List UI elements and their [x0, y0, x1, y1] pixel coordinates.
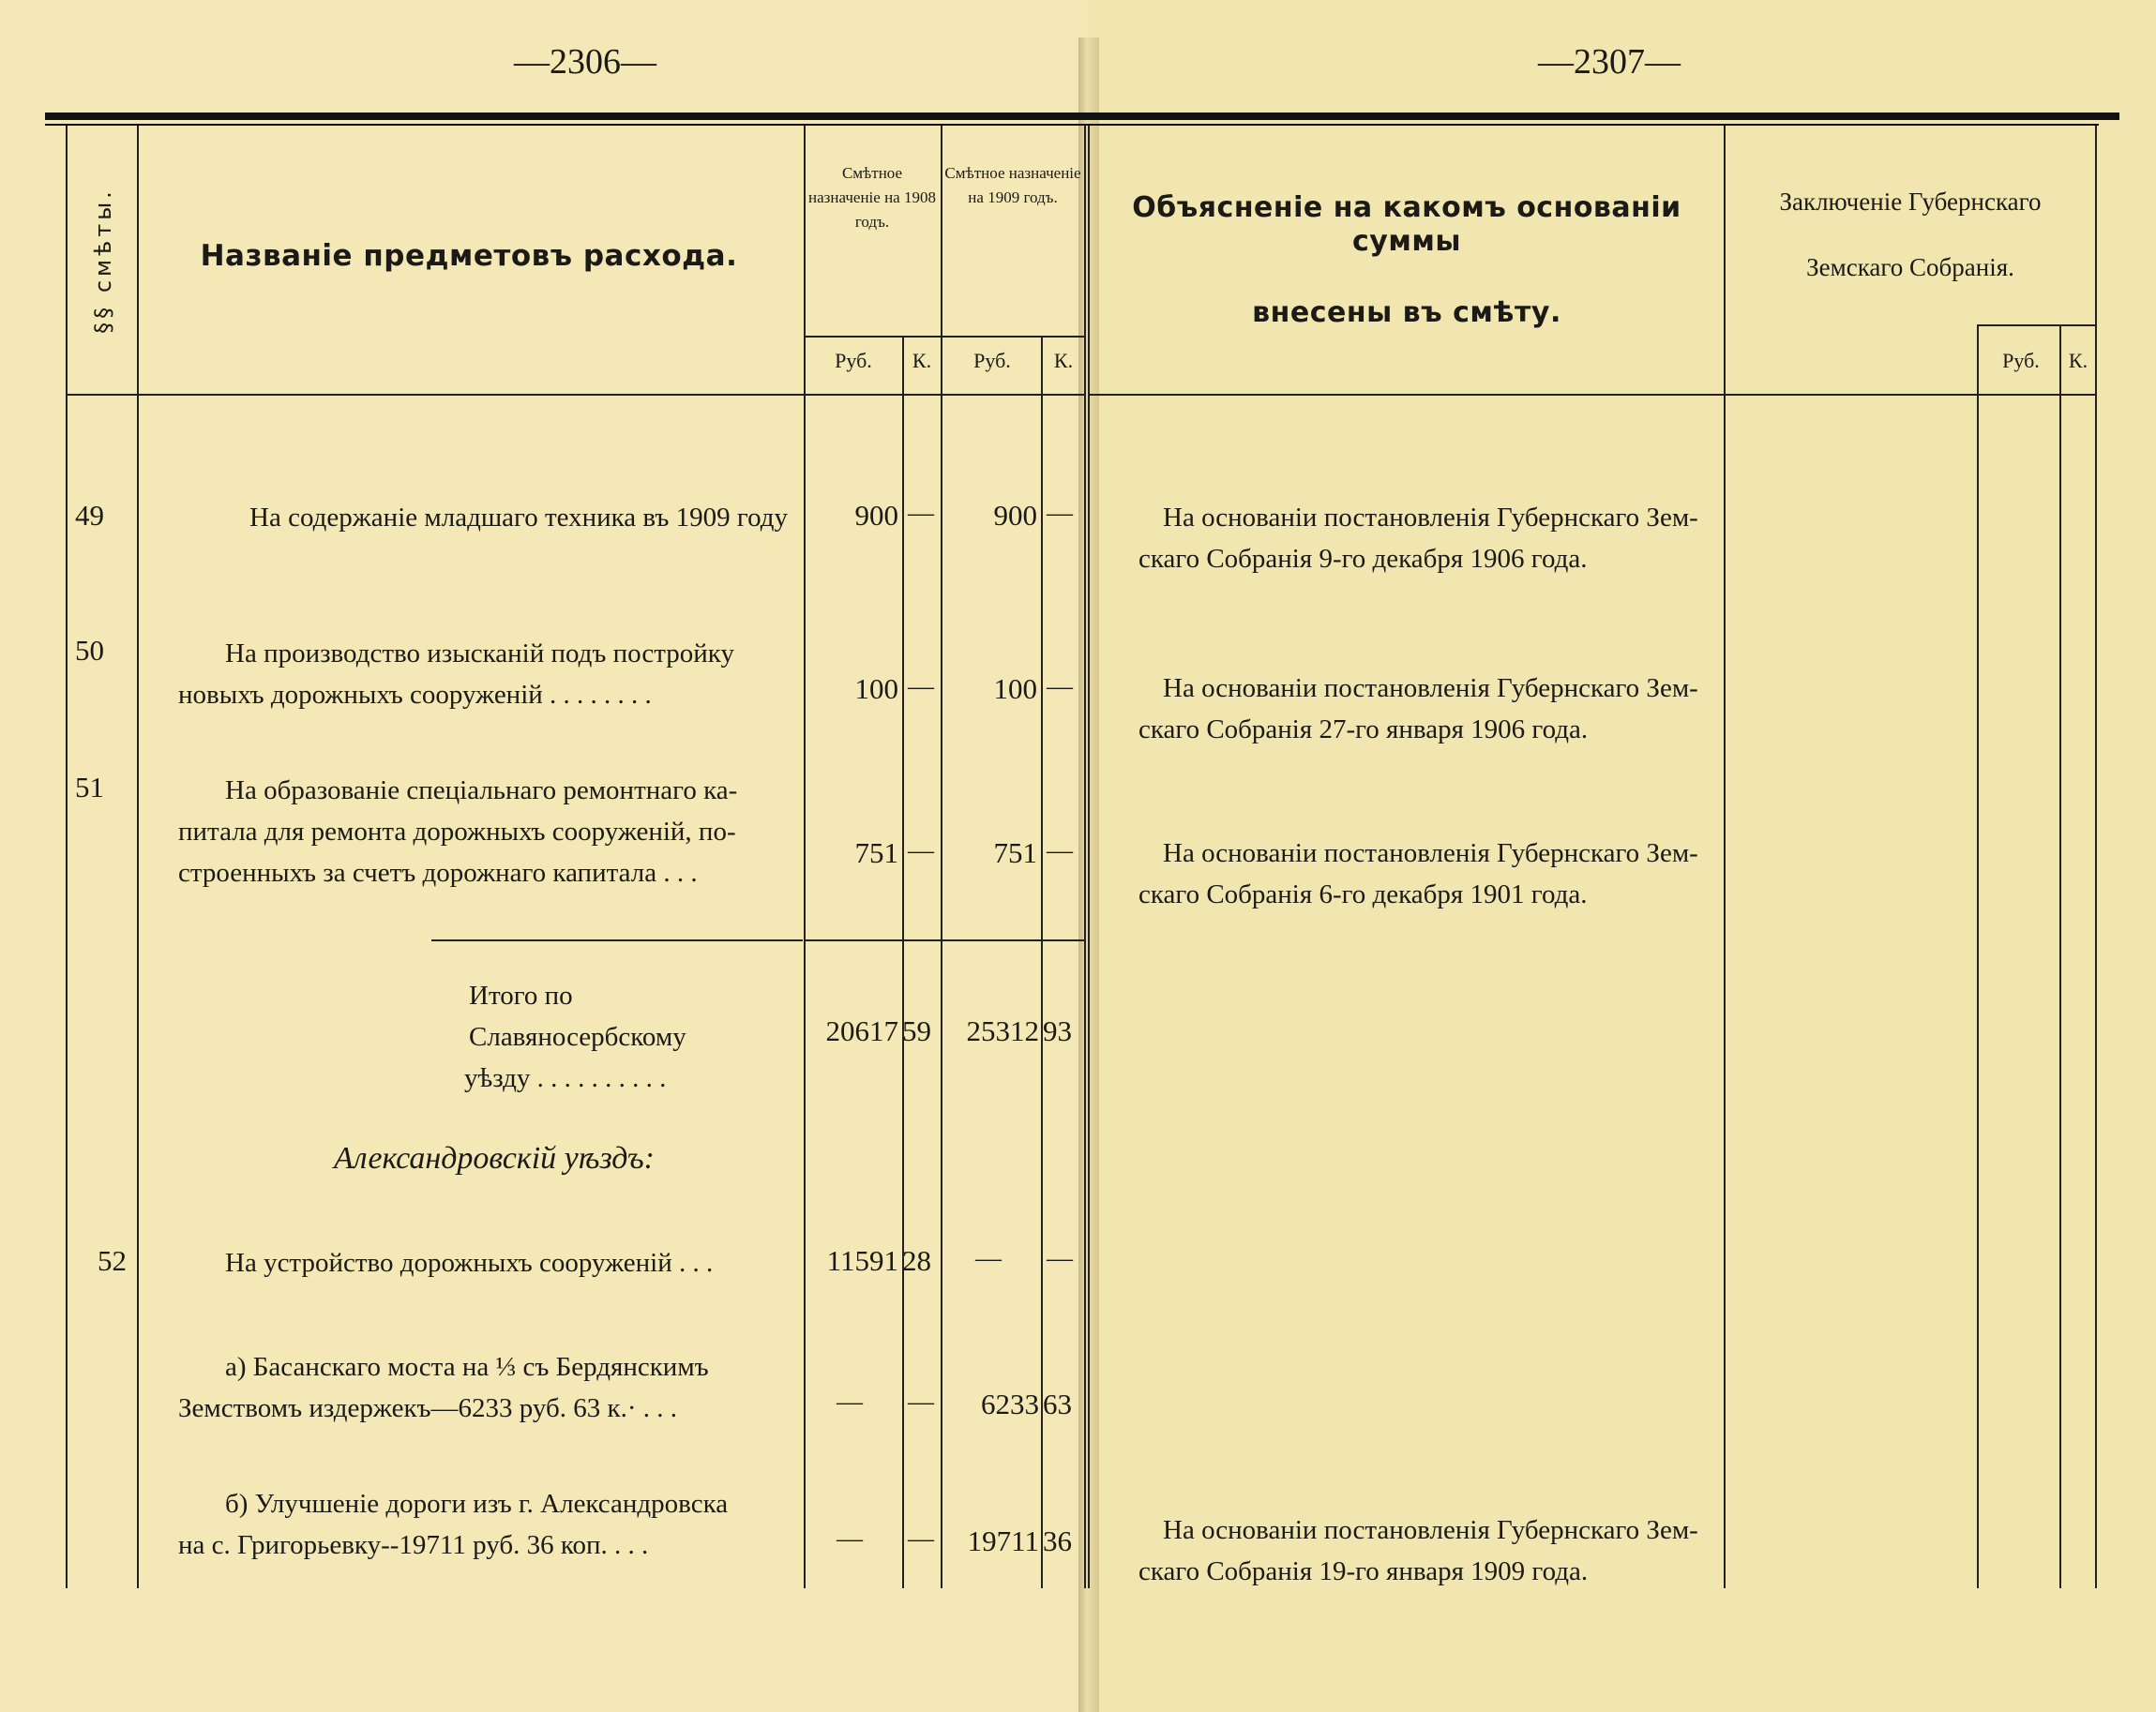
header-kop-1908: К. [912, 349, 932, 372]
amount-1909-rub: 6233 [981, 1388, 1039, 1420]
amount-1908-kop: — [908, 1524, 934, 1554]
row-description: На производство изысканій подъ постройку новыхъ дорожныхъ сооруженій . . . . . . . . [178, 638, 734, 710]
header-kop: К. [2068, 349, 2088, 372]
amount-1908-rub: — [837, 1524, 863, 1554]
explanation-text: На основаніи постановленія Губернскаго Зем- скаго Собранія 19-го января 1909 года. [1138, 1515, 1698, 1586]
col-divider [1724, 126, 1726, 1588]
amount-1909-rub: — [975, 1244, 1002, 1273]
amount-1909-rub: 19711 [967, 1524, 1039, 1557]
header-explanation: Объясненіе на какомъ основаніи суммы внесены въ смѣту. [1132, 191, 1681, 329]
col-divider [804, 126, 806, 1588]
amount-1909-rub: 900 [993, 499, 1037, 532]
amount-1908-rub: — [837, 1388, 863, 1417]
total-1909-rub: 25312 [966, 1014, 1039, 1047]
total-1908-kop: 59 [902, 1014, 931, 1047]
right-left-border [1088, 126, 1090, 1588]
total-1909-kop: 93 [1043, 1014, 1072, 1047]
col-divider [2059, 324, 2061, 1588]
row-number: 51 [75, 771, 104, 803]
rub-kop-rule [804, 336, 1085, 338]
amount-1909-kop: — [1047, 672, 1073, 701]
amount-1908-kop: — [908, 499, 934, 528]
row-number: 50 [75, 634, 104, 667]
rub-kop-rule [1977, 324, 2097, 326]
row-number: 52 [98, 1244, 127, 1277]
row-description: а) Басанскаго моста на ⅓ съ Бердянскимъ Земствомъ издержекъ—6233 руб. 63 к.· . . . [178, 1352, 709, 1423]
header-section-number: §§ смѣты. [90, 187, 116, 334]
header-rub-1909: Руб. [973, 349, 1011, 372]
total-rule [804, 939, 1085, 941]
total-1908-rub: 20617 [825, 1014, 898, 1047]
amount-1909-kop: — [1047, 836, 1073, 865]
row-description: б) Улучшеніе дороги изъ г. Александровска на с. Григорьевку--19711 руб. 36 коп. . . . [178, 1489, 729, 1560]
amount-1909-rub: 100 [993, 672, 1037, 705]
top-rule-right-thin [1086, 124, 2099, 126]
section-title: Александровскій уѣздъ: [334, 1141, 655, 1176]
explanation-text: На основаніи постановленія Губернскаго Зем- скаго Собранія 27-го января 1906 года. [1138, 673, 1698, 744]
amount-1908-kop: — [908, 672, 934, 701]
amount-1908-rub: 900 [854, 499, 898, 532]
amount-1908-rub: 100 [854, 672, 898, 705]
total-label: Итого по Славяносербскому уѣзду . . . . . . . . . . [464, 981, 686, 1093]
amount-1908-rub: 751 [854, 836, 898, 869]
row-description: На образованіе спеціальнаго ремонтнаго ка- питала для ремонта дорожныхъ сооруженій, по- строенныхъ за счетъ дорожнаго капитала . . . [178, 775, 738, 888]
amount-1909-kop: 63 [1043, 1388, 1072, 1420]
amount-1909-kop: — [1047, 1244, 1073, 1273]
col-divider [1084, 126, 1086, 1588]
header-1908: Смѣтное назначеніе на 1908 годъ. [808, 164, 936, 231]
row-description: На содержаніе младшаго техника въ 1909 году [249, 503, 788, 533]
amount-1909-rub: 751 [993, 836, 1037, 869]
header-kop-1909: К. [1053, 349, 1074, 372]
total-rule [431, 939, 803, 941]
amount-1908-kop: — [908, 836, 934, 865]
header-1909: Смѣтное назначеніе на 1909 годъ. [944, 164, 1081, 206]
col-divider [1977, 324, 1979, 1588]
explanation-text: На основаніи постановленія Губернскаго Зем- скаго Собранія 6-го декабря 1901 года. [1138, 838, 1698, 909]
col-divider [902, 338, 904, 1588]
top-rule-right [1086, 113, 2119, 120]
page-number-right: —2307— [1538, 42, 1681, 82]
top-rule-left [45, 113, 1086, 120]
amount-1908-kop: — [908, 1388, 934, 1417]
left-border [66, 126, 68, 1588]
amount-1909-kop: — [1047, 499, 1073, 528]
explanation-text: На основаніи постановленія Губернскаго Зем- скаго Собранія 9-го декабря 1906 года. [1138, 503, 1698, 574]
header-bottom-rule [1088, 394, 2097, 396]
col-divider [137, 126, 139, 1588]
amount-1908-rub: 11591 [826, 1244, 898, 1277]
page-number-left: —2306— [514, 42, 656, 82]
amount-1908-kop: 28 [902, 1244, 931, 1277]
right-border [2095, 126, 2097, 1588]
row-description: На устройство дорожныхъ сооруженій . . . [225, 1248, 714, 1278]
header-conclusion: Заключеніе Губернскаго Земскаго Собранія. [1779, 188, 2042, 281]
header-item-name: Названіе предметовъ расхода. [200, 239, 738, 273]
row-number: 49 [75, 499, 104, 532]
header-rub: Руб. [2002, 349, 2040, 372]
header-rub-1908: Руб. [835, 349, 872, 372]
col-divider [941, 126, 942, 1588]
amount-1909-kop: 36 [1043, 1524, 1072, 1557]
header-bottom-rule [66, 394, 1086, 396]
top-rule-left-thin [45, 124, 1086, 126]
